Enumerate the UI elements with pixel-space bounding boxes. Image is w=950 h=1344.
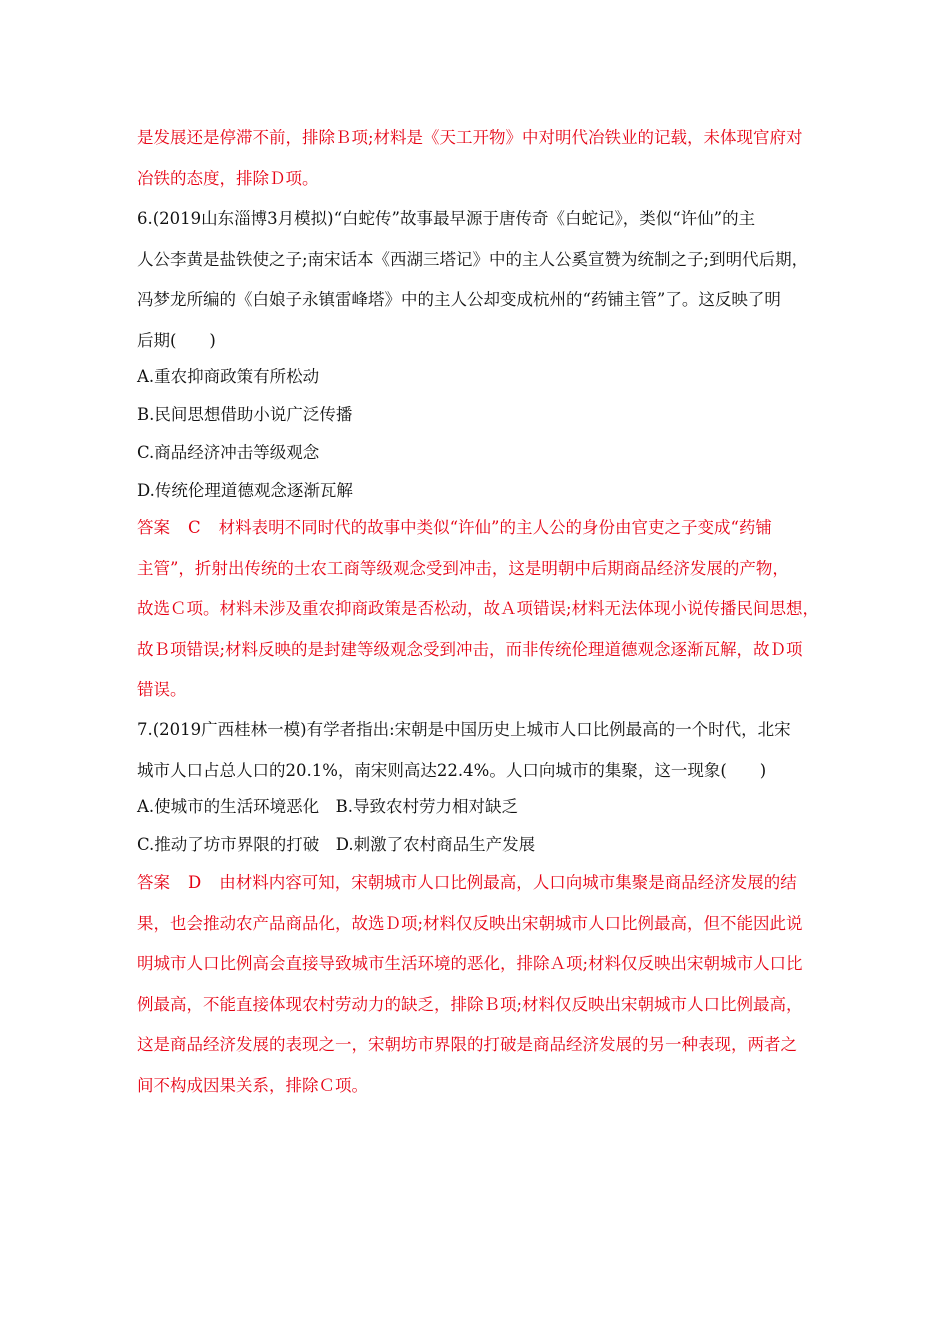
q7-answer-choice: D	[188, 873, 202, 892]
prev-answer-line-2: 冶铁的态度，排除Ｄ项。	[137, 169, 319, 188]
q6-answer-line-5: 错误。	[137, 680, 187, 699]
q6-stem-line-2: 人公李黄是盐铁使之子;南宋话本《西湖三塔记》中的主人公奚宣赞为统制之子;到明代后期，	[137, 250, 809, 269]
q7-stem-line-1: 7.(2019广西桂林一模)有学者指出:宋朝是中国历史上城市人口比例最高的一个时代，北宋	[137, 720, 791, 739]
q7-answer-line-1	[137, 873, 797, 893]
q7-options-cd: C.推动了坊市界限的打破 D.刺激了农村商品生产发展	[137, 835, 536, 854]
q6-answer-label: 答案	[137, 518, 170, 537]
q6-stem-line-4: 后期( )	[137, 331, 216, 350]
q7-answer-line-5: 这是商品经济发展的表现之一，宋朝坊市界限的打破是商品经济发展的另一种表现，两者之	[137, 1035, 797, 1054]
q6-stem-line-3: 冯梦龙所编的《白娘子永镇雷峰塔》中的主人公却变成杭州的“药铺主管”了。这反映了明	[137, 290, 781, 309]
q6-option-d: D.传统伦理道德观念逐渐瓦解	[137, 481, 353, 500]
q7-answer-line-6: 间不构成因果关系，排除Ｃ项。	[137, 1076, 368, 1095]
q6-answer-text: 材料表明不同时代的故事中类似“许仙”的主人公的身份由官吏之子变成“药铺	[218, 518, 772, 537]
q6-answer-choice: C	[188, 518, 201, 537]
q7-answer-line-2: 果，也会推动农产品商品化，故选Ｄ项;材料仅反映出宋朝城市人口比例最高，但不能因此说	[137, 914, 803, 933]
q7-answer-line-4: 例最高，不能直接体现农村劳动力的缺乏，排除Ｂ项;材料仅反映出宋朝城市人口比例最高，	[137, 995, 803, 1014]
q6-option-b: B.民间思想借助小说广泛传播	[137, 405, 353, 424]
q6-answer-line-4: 故Ｂ项错误;材料反映的是封建等级观念受到冲击，而非传统伦理道德观念逐渐瓦解，故Ｄ项	[137, 640, 803, 659]
q7-answer-line-3: 明城市人口比例高会直接导致城市生活环境的恶化，排除Ａ项;材料仅反映出宋朝城市人口比	[137, 954, 803, 973]
q6-option-c: C.商品经济冲击等级观念	[137, 443, 320, 462]
q6-answer-line-1	[137, 518, 772, 538]
q7-answer-text: 由材料内容可知，宋朝城市人口比例最高，人口向城市集聚是商品经济发展的结	[219, 873, 797, 892]
q7-stem-line-2: 城市人口占总人口的20.1%，南宋则高达22.4%。人口向城市的集聚，这一现象( )	[137, 761, 767, 780]
q6-stem-line-1: 6.(2019山东淄博3月模拟)“白蛇传”故事最早源于唐传奇《白蛇记》，类似“许仙”的主	[137, 209, 756, 228]
q6-answer-line-3: 故选Ｃ项。材料未涉及重农抑商政策是否松动，故Ａ项错误;材料无法体现小说传播民间思想，	[137, 599, 820, 618]
q6-option-a: A.重农抑商政策有所松动	[137, 367, 320, 386]
prev-answer-line-1: 是发展还是停滞不前，排除Ｂ项;材料是《天工开物》中对明代冶铁业的记载，未体现官府对	[137, 128, 803, 147]
q7-options-ab: A.使城市的生活环境恶化 B.导致农村劳力相对缺乏	[137, 797, 519, 816]
q7-answer-label: 答案	[137, 873, 170, 892]
q6-answer-line-2: 主管”，折射出传统的士农工商等级观念受到冲击，这是明朝中后期商品经济发展的产物，	[137, 559, 789, 578]
